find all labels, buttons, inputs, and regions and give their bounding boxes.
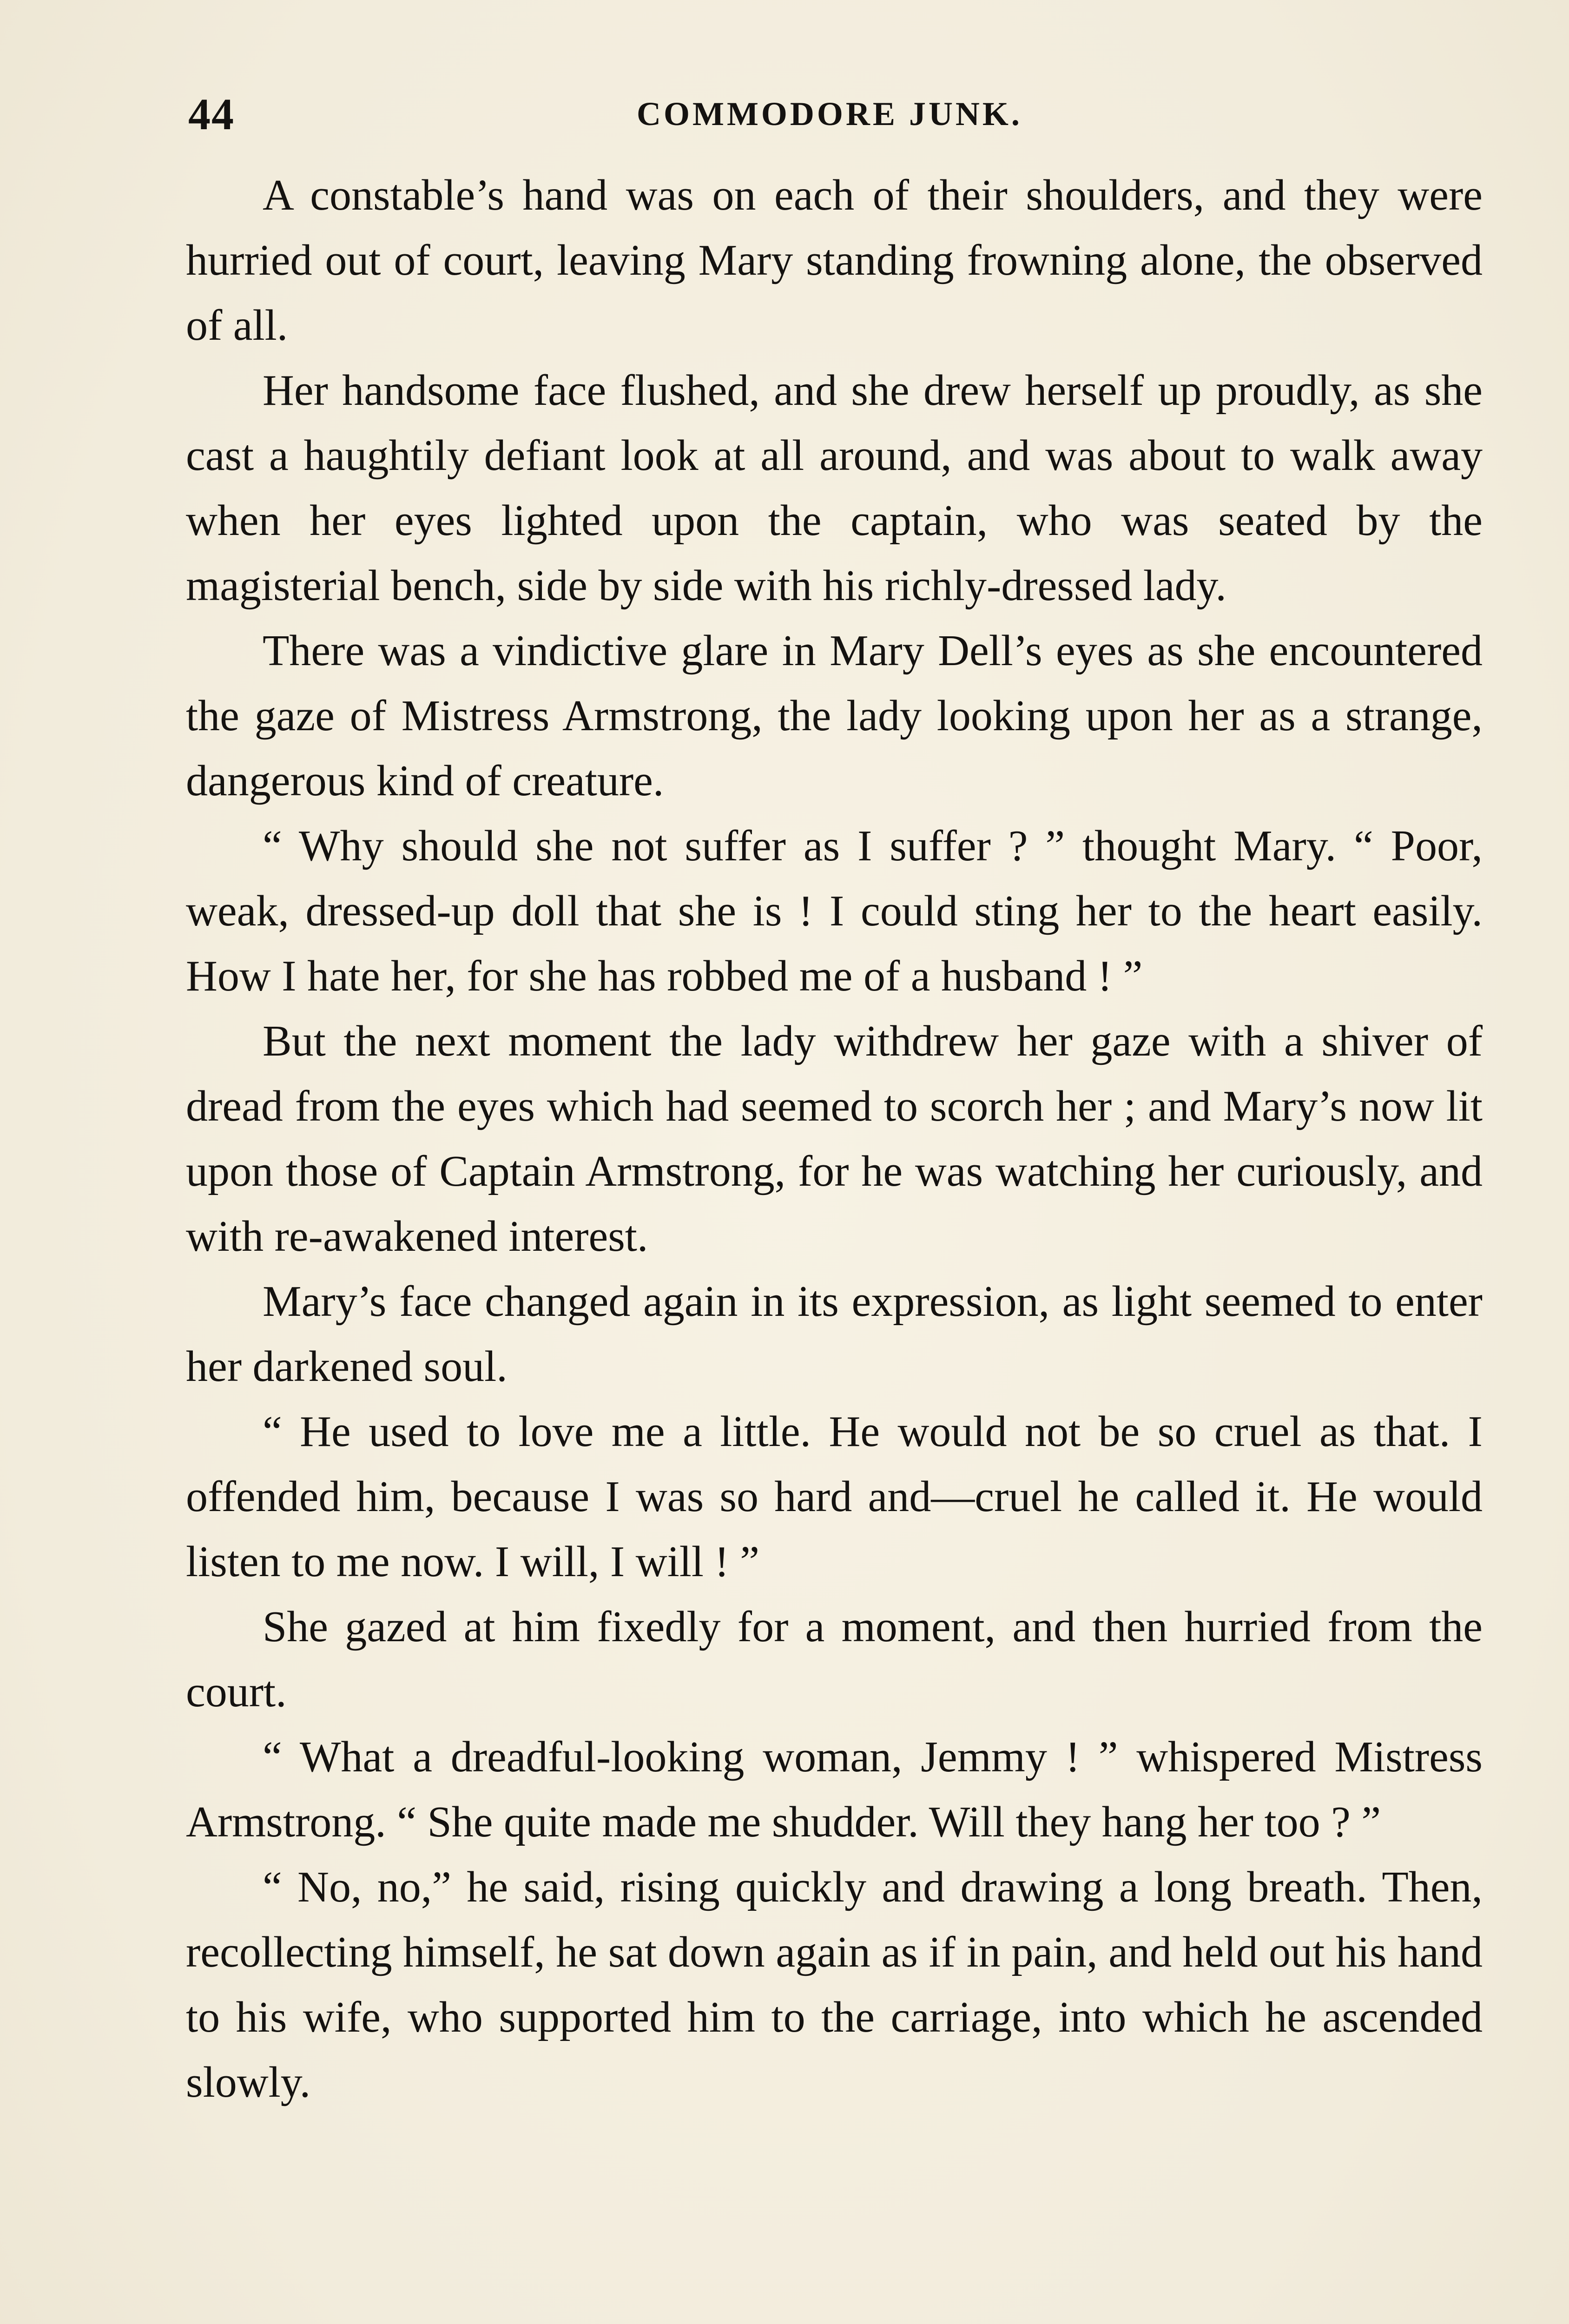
paragraph-3: There was a vindictive glare in Mary Dell’s eyes as she encountered the gaze of Mistress Armstrong, the lady looking upon her as a strange, dangerous kind of creature. — [186, 627, 1483, 805]
paragraph-1: A constable’s hand was on each of their shoulders, and they were hurried out of court, leaving Mary standing frowning alone, the observed of all. — [186, 171, 1483, 350]
paragraph-4: “ Why should she not suffer as I suffer ? ” thought Mary. “ Poor, weak, dressed-up doll that she is ! I could sting her to the heart easily. How I hate her, for she has robbed me of a husband ! ” — [186, 822, 1483, 1000]
paragraph-5: But the next moment the lady withdrew her gaze with a shiver of dread from the eyes which had seemed to scorch her ; and Mary’s now lit upon those of Captain Armstrong, for he was watching her curiously, and with re-awakened interest. — [186, 1017, 1483, 1261]
running-head — [188, 88, 1481, 139]
running-title: COMMODORE JUNK. — [637, 95, 1022, 132]
paragraph-9: “ What a dreadful-looking woman, Jemmy ! ” whispered Mistress Armstrong. “ She quite made me shudder. Will they hang her too ? ” — [186, 1733, 1483, 1846]
paragraph-10: “ No, no,” he said, rising quickly and drawing a long breath. Then, recollecting himself, he sat down again as if in pain, and held out his hand to his wife, who supported him to the carriage, into which he ascended slowly. — [186, 1863, 1483, 2106]
paragraph-7: “ He used to love me a little. He would not be so cruel as that. I offended him, because I was so hard and—cruel he called it. He would listen to me now. I will, I will ! ” — [186, 1407, 1483, 1586]
paragraph-2: Her handsome face flushed, and she drew herself up proudly, as she cast a haughtily defiant look at all around, and was about to walk away when her eyes lighted upon the captain, who was seated by the magisterial bench, side by side with his richly-dressed lady. — [186, 366, 1483, 610]
body-text — [186, 163, 1483, 2115]
page-number: 44 — [188, 89, 235, 139]
paragraph-8: She gazed at him fixedly for a moment, and then hurried from the court. — [186, 1603, 1483, 1716]
paragraph-6: Mary’s face changed again in its expression, as light seemed to enter her darkened soul. — [186, 1277, 1483, 1391]
